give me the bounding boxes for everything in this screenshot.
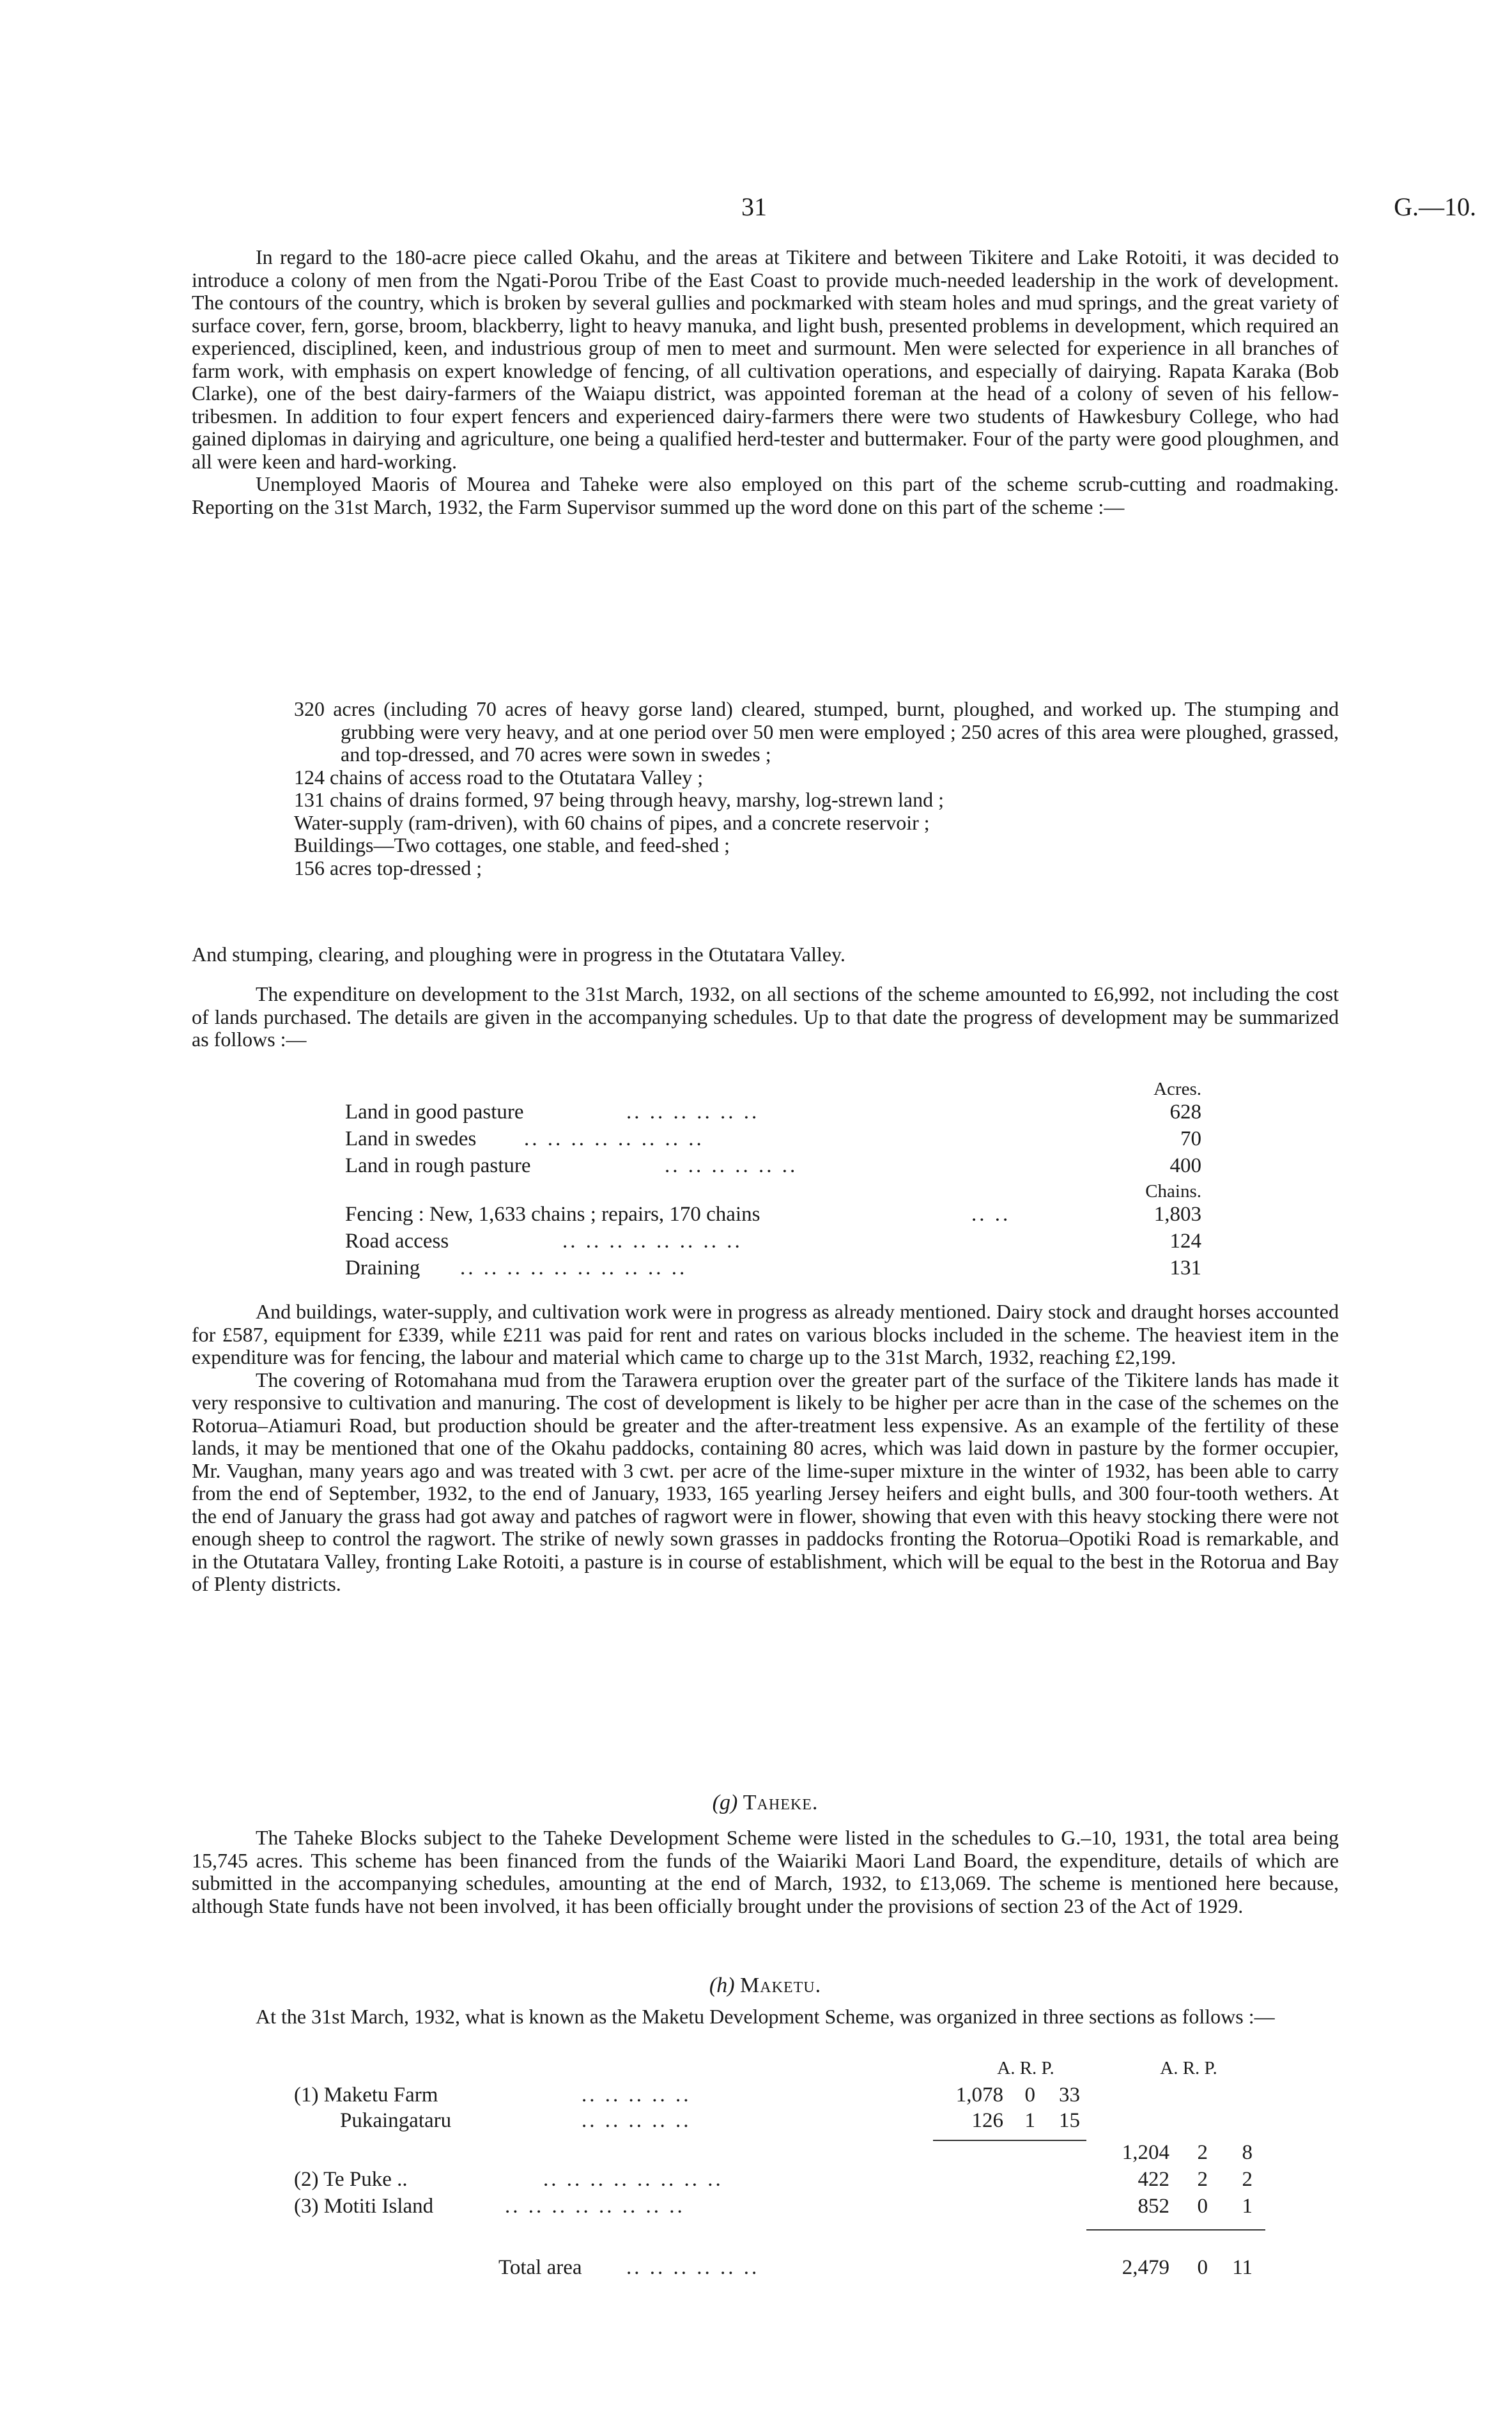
paragraph-text: And buildings, water-supply, and cultivation work were in progress as already mentioned. Dairy stock and draught horses accounted for £587, equipment for £339, while £211 was paid for rent and rates on various blocks included in the scheme. The heaviest item in the expenditure was for fencing, the labour and material which came to charge up to the 31st March, 1932, reaching £2,199. [192,1300,1339,1368]
progress-table [345,1079,1201,1283]
works-list [294,698,1339,879]
paragraph-costs [192,1301,1339,1596]
list-item: 156 acres top-dressed ; [294,856,482,879]
unit-header-acres: Acres. [1153,1079,1201,1099]
total-rule [1086,2229,1265,2231]
paragraph-expenditure [192,983,1339,1051]
column-header-arp: A. R. P. [997,2058,1054,2078]
table-row: Land in rough pasture .. .. .. .. .. .. 400 [345,1154,1201,1177]
list-item: 320 acres (including 70 acres of heavy gorse land) cleared, stumped, burnt, ploughed, and worked up. The stumping and grubbing were very heavy, and at one period over 50 men were employed ; 250 acres of this area were ploughed, grassed, and top-dressed, and 70 acres were sown in swedes ; [294,697,1339,766]
paragraph-okahu [192,246,1339,518]
section-heading-maketu: (h) Maketu. [709,1974,822,1997]
table-row: Draining .. .. .. .. .. .. .. .. .. .. 131 [345,1257,1201,1280]
list-item: Buildings—Two cottages, one stable, and feed-shed ; [294,833,730,856]
page-number: 31 [741,192,767,221]
table-row: Fencing : New, 1,633 chains ; repairs, 170 chains .. .. 1,803 [345,1203,1201,1226]
paragraph-text: The expenditure on development to the 31st March, 1932, on all sections of the scheme amounted to £6,992, not including the cost of lands purchased. The details are given in the accompanying schedules. Up to that date the progress of development may be summarized as follows :— [192,982,1339,1051]
table-row: Land in swedes .. .. .. .. .. .. .. .. 70 [345,1127,1201,1150]
document-reference: G.—10. [1394,192,1476,221]
maketu-table: A. R. P. A. R. P. (1) Maketu Farm .. .. .. .. .. 1,078 0 33 Pukaingataru .. .. .. .. .. 126 1 15 1,204 2 8 (2) Te Puke .. .. .. .. .. .. .. .. .. 422 2 2 (3) Motiti Island .. .. .. .. .. .. .. .. 852 0 1 Total area .. .. .. .. .. .. 2,479 0 11 [294,2058,1265,2416]
paragraph-taheke [192,1827,1339,1917]
subtotal-rule [933,2140,1086,2141]
paragraph-text: The Taheke Blocks subject to the Taheke Development Scheme were listed in the schedules to G.–10, 1931, the total area being 15,745 acres. This scheme has been financed from the funds of the Waiariki Maori Land Board, the expenditure, details of which are submitted in the accompanying schedules, amounting at the end of March, 1932, to £13,069. The scheme is mentioned here because, although State funds have not been involved, it has been officially brought under the provisions of section 23 of the Act of 1929. [192,1826,1339,1917]
list-item: 131 chains of drains formed, 97 being through heavy, marshy, log-strewn land ; [294,788,944,811]
table-row: Land in good pasture .. .. .. .. .. .. 628 [345,1101,1201,1124]
paragraph-text: At the 31st March, 1932, what is known as the Maketu Development Scheme, was organized in three sections as follows :— [256,2005,1275,2028]
paragraph-maketu [192,2006,1339,2029]
list-item: Water-supply (ram-driven), with 60 chains of pipes, and a concrete reservoir ; [294,810,930,834]
paragraph-text: The covering of Rotomahana mud from the Tarawera eruption over the greater part of the surface of the Tikitere lands has made it very responsive to cultivation and manuring. The cost of development is likely to be higher per acre than in the case of the schemes on the Rotorua–Atiamuri Road, but production should be greater and the after-treatment less expensive. As an example of the fertility of these lands, it may be mentioned that one of the Okahu paddocks, containing 80 acres, which was laid down in pasture by the former occupier, Mr. Vaughan, many years ago and was treated with 3 cwt. per acre of the lime-super mixture in the winter of 1932, has been able to carry from the end of September, 1932, to the end of January, 1933, 165 yearling Jersey heifers and eight bulls, and 300 four-tooth wethers. At the end of January the grass had got away and patches of ragwort were in flower, showing that even with this heavy stocking there were not enough sheep to control the ragwort. The strike of newly sown grasses in paddocks fronting the Rotorua–Opotiki Road is remarkable, and in the Otutatara Valley, fronting Lake Rotoiti, a pasture is in course of establishment, which will be equal to the best in the Rotorua and Bay of Plenty districts. [192,1368,1339,1595]
column-header-arp: A. R. P. [1160,2058,1217,2078]
paragraph-text: In regard to the 180-acre piece called Okahu, and the areas at Tikitere and between Tikitere and Lake Rotoiti, it was decided to introduce a colony of men from the Ngati-Porou Tribe of the East Coast to provide much-needed leadership in the work of development. The contours of the country, which is broken by several gullies and pockmarked with steam holes and mud springs, and the great variety of surface cover, fern, gorse, broom, blackberry, light to heavy manuka, and light bush, presented problems in development, which required an experienced, disciplined, keen, and industrious group of men to meet and surmount. Men were selected for experience in all branches of farm work, with emphasis on expert knowledge of fencing, of all cultivation operations, and especially of dairying. Rapata Karaka (Bob Clarke), one of the best dairy-farmers of the Waiapu district, was appointed foreman at the head of a colony of seven of his fellow-tribesmen. In addition to four expert fencers and experienced dairy-farmers there were two students of Hawkesbury College, who had gained diplomas in dairying and agriculture, one being a qualified herd-tester and buttermaker. Four of the party were good ploughmen, and all were keen and hard-working. [192,245,1339,473]
section-heading-taheke: (g) Taheke. [712,1791,819,1814]
list-item: 124 chains of access road to the Otutatara Valley ; [294,765,704,789]
paragraph-text: And stumping, clearing, and ploughing were in progress in the Otutatara Valley. [192,943,845,966]
unit-header-chains: Chains. [1145,1181,1201,1202]
table-row: Road access .. .. .. .. .. .. .. .. 124 [345,1230,1201,1253]
paragraph-text: Unemployed Maoris of Mourea and Taheke were also employed on this part of the scheme scrub-cutting and roadmaking. Reporting on the 31st March, 1932, the Farm Supervisor summed up the word done on this part of the scheme :— [192,472,1339,518]
